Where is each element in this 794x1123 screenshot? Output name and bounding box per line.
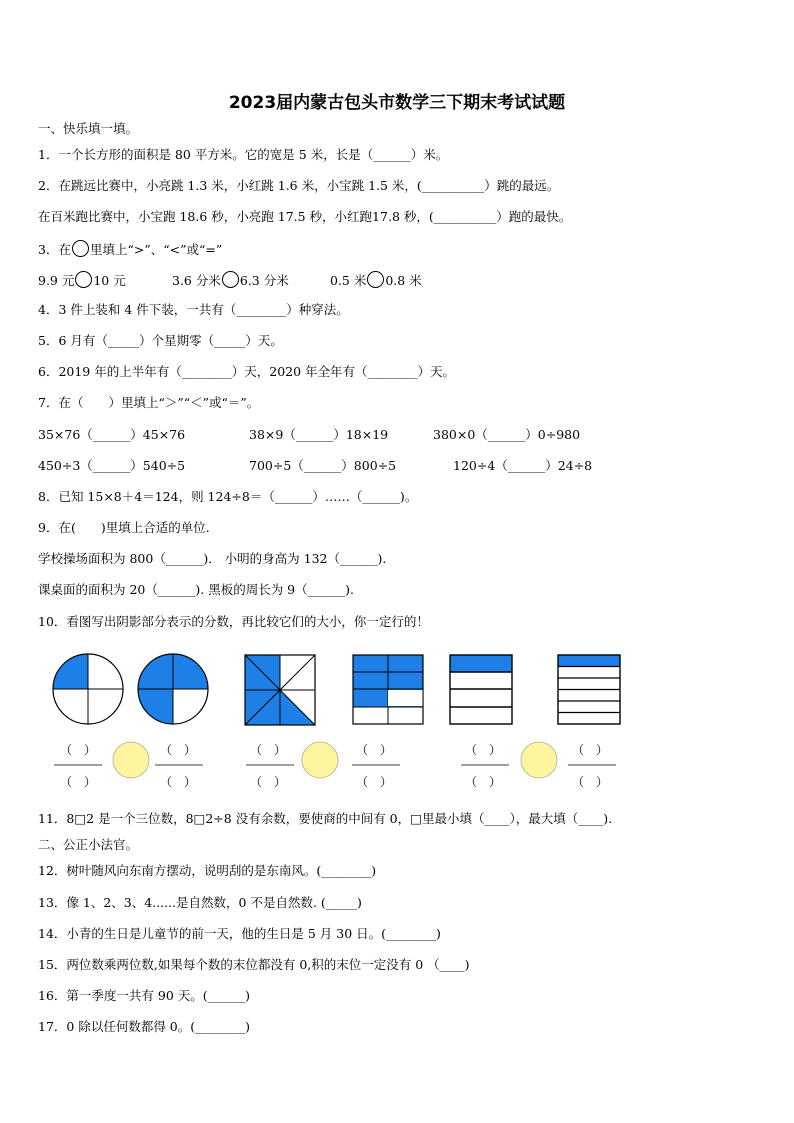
svg-text:（ ）: （ ）: [572, 775, 609, 789]
q7-item: 450÷3（______）540÷5: [38, 458, 186, 473]
q7-item: 38×9（______）18×19: [249, 427, 389, 442]
q3-c1-right: 10 元: [93, 273, 126, 288]
question-16: 16．第一季度一共有 90 天。(______): [38, 988, 251, 1003]
fraction-blank-2[interactable]: [155, 743, 203, 789]
q3-suffix: 里填上“>”、“<”或“=”: [89, 242, 223, 257]
compare-circle-icon[interactable]: [113, 742, 149, 778]
fraction-circle-2: [138, 654, 208, 724]
fraction-blank-1[interactable]: [54, 743, 102, 789]
svg-text:（ ）: （ ）: [465, 743, 502, 757]
compare-circle-icon[interactable]: [367, 271, 384, 288]
section-heading-2: 二、公正小法官。: [38, 837, 139, 852]
question-1: 1．一个长方形的面积是 80 平方米。它的宽是 5 米，长是（______）米。: [38, 147, 449, 162]
svg-text:（ ）: （ ）: [250, 775, 287, 789]
question-7: 7．在（ ）里填上“＞”“＜”或“＝”。: [38, 395, 260, 410]
question-9: 9．在( )里填上合适的单位.: [38, 520, 210, 535]
fraction-blank-6[interactable]: [568, 743, 616, 789]
question-4: 4．3 件上装和 4 件下装，一共有（________）种穿法。: [38, 302, 349, 317]
fraction-rect-6-rows: [558, 655, 620, 724]
question-2b: 在百米跑比赛中，小宝跑 18.6 秒，小亮跑 17.5 秒，小红跑17.8 秒，(__________）跑的最快。: [38, 209, 572, 224]
question-6: 6．2019 年的上半年有（________）天，2020 年全年有（________）天。: [38, 364, 456, 379]
svg-text:（ ）: （ ）: [60, 743, 97, 757]
svg-text:（ ）: （ ）: [160, 775, 197, 789]
q3-c3-right: 0.8 米: [385, 273, 422, 288]
q3-compare-3: [330, 271, 422, 289]
compare-circle-icon[interactable]: [222, 271, 239, 288]
compare-circle-icon: [72, 240, 89, 257]
svg-text:（ ）: （ ）: [572, 743, 609, 757]
q3-c2-left: 3.6 分米: [172, 273, 221, 288]
svg-text:（ ）: （ ）: [356, 743, 393, 757]
fraction-blank-3[interactable]: [246, 743, 294, 789]
svg-text:（ ）: （ ）: [356, 775, 393, 789]
question-8: 8．已知 15×8＋4＝124，则 124÷8＝（______）……（______)。: [38, 489, 418, 504]
fraction-figures: [0, 640, 794, 800]
compare-circle-icon[interactable]: [75, 271, 92, 288]
svg-text:（ ）: （ ）: [60, 775, 97, 789]
svg-text:（ ）: （ ）: [465, 775, 502, 789]
fraction-answer-row: [54, 742, 616, 789]
question-5: 5．6 月有（_____）个星期零（_____）天。: [38, 333, 283, 348]
question-10: 10．看图写出阴影部分表示的分数，再比较它们的大小，你一定行的！: [38, 614, 429, 629]
question-11: 11．8□2 是一个三位数，8□2÷8 没有余数，要使商的中间有 0，□里最小填（____），最大填（____).: [38, 811, 613, 826]
question-2a: 2．在跳远比赛中，小亮跳 1.3 米，小红跳 1.6 米，小宝跳 1.5 米，(__________）跳的最远。: [38, 178, 560, 193]
fraction-circle-1: [53, 654, 123, 724]
q3-prefix: 3．在: [38, 242, 71, 257]
q7-item: 120÷4（______）24÷8: [453, 458, 593, 473]
fraction-rect-4-rows: [450, 655, 512, 724]
fraction-grid-2x4: [353, 655, 423, 724]
fraction-blank-5[interactable]: [461, 743, 509, 789]
svg-text:（ ）: （ ）: [160, 743, 197, 757]
q7-item: 35×76（______）45×76: [38, 427, 186, 442]
svg-text:（ ）: （ ）: [250, 743, 287, 757]
question-15: 15．两位数乘两位数,如果每个数的末位都没有 0,积的末位一定没有 0 （____): [38, 957, 470, 972]
q7-item: 700÷5（______）800÷5: [249, 458, 397, 473]
question-14: 14．小青的生日是儿童节的前一天，他的生日是 5 月 30 日。(________): [38, 926, 441, 941]
q3-c3-left: 0.5 米: [330, 273, 367, 288]
question-3: [38, 240, 222, 258]
question-9-line-2: 课桌面的面积为 20（______). 黑板的周长为 9（______).: [38, 582, 354, 597]
q3-compare-2: [172, 271, 289, 289]
page-title: 2023届内蒙古包头市数学三下期末考试试题: [228, 93, 566, 113]
compare-circle-icon[interactable]: [302, 742, 338, 778]
q3-c2-right: 6.3 分米: [239, 273, 289, 288]
question-9-line-1: 学校操场面积为 800（______)． 小明的身高为 132（______).: [38, 551, 387, 566]
question-12: 12．树叶随风向东南方摆动，说明刮的是东南风。(________): [38, 863, 377, 878]
section-heading-1: 一、快乐填一填。: [38, 121, 139, 136]
q3-c1-left: 9.9 元: [38, 273, 75, 288]
q3-compare-1: [38, 271, 126, 289]
compare-circle-icon[interactable]: [521, 742, 557, 778]
fraction-square-triangles: [245, 655, 315, 725]
q7-item: 380×0（______）0÷980: [433, 427, 581, 442]
fraction-blank-4[interactable]: [352, 743, 400, 789]
question-13: 13．像 1、2、3、4......是自然数，0 不是自然数. (_____): [38, 895, 362, 910]
question-17: 17．0 除以任何数都得 0。(________): [38, 1019, 251, 1034]
